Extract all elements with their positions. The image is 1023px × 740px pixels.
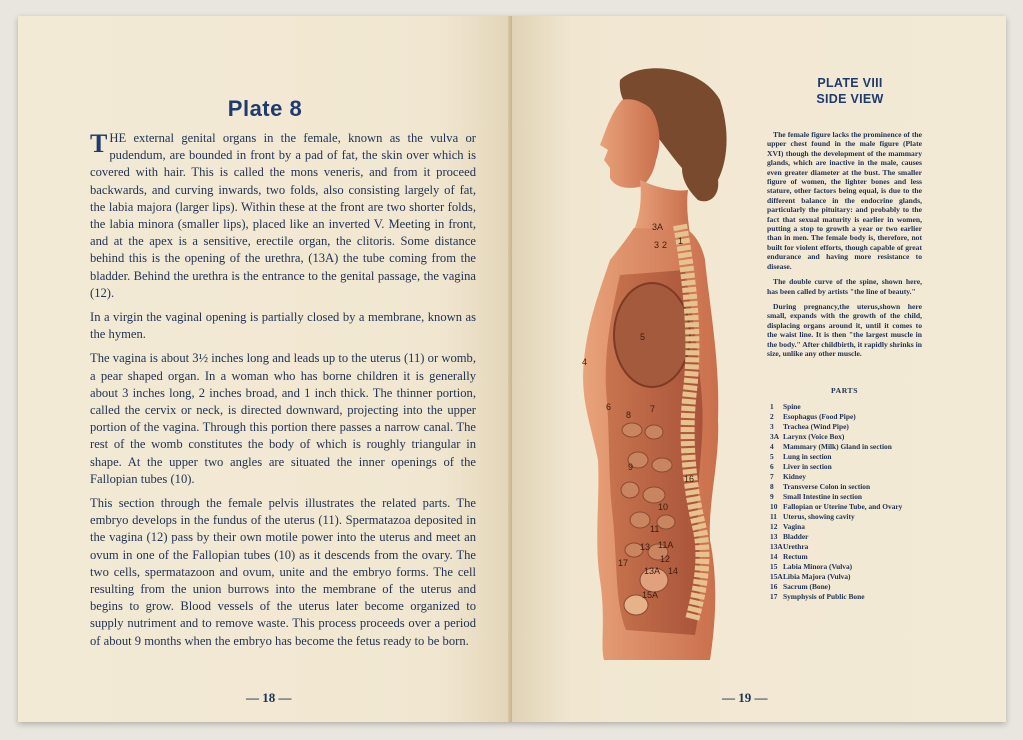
part-label: Small Intestine in section (783, 492, 863, 501)
part-label: Vagina (783, 522, 805, 531)
open-book (18, 16, 1006, 722)
figure-label: 13A (644, 566, 661, 576)
part-number: 15A (770, 572, 783, 581)
side-title-line-1: PLATE VIII (817, 76, 883, 90)
figure-label: 4 (582, 357, 588, 367)
side-view-text (767, 130, 922, 364)
part-number: 8 (770, 482, 774, 491)
part-number: 16 (770, 582, 778, 591)
parts-list-item (770, 542, 930, 552)
figure-label: 7 (650, 404, 656, 414)
paragraph-1 (90, 130, 476, 302)
part-number: 3A (770, 432, 780, 441)
part-label: Mammary (Milk) Gland in section (783, 442, 892, 451)
part-number: 9 (770, 492, 774, 501)
part-label: Bladder (783, 532, 809, 541)
part-number: 15 (770, 562, 778, 571)
part-number: 14 (770, 552, 778, 561)
side-paragraph-1: The female figure lacks the prominence of the upper chest found in the male figure (Plate XVI) though the development of the mammary glands, which are inactive in the male, causes even greater diameter at the bust. The smaller figure of women, the lighter bones and less stature, other factors being equal, is due to the different balance in the endocrine glands, particularly the pituitary: and probably to the fact that sexual maturity is earlier in women, putting a stop to growth a year or two earlier than in men. The female body is, therefore, not built for violent efforts, though capable of great endurance and having more resistance to disease. (767, 130, 922, 271)
page-number-left: — 18 — (246, 690, 292, 705)
part-label: Liver in section (783, 462, 832, 471)
parts-list-item (770, 482, 930, 492)
side-paragraph-3: During pregnancy,the uterus,shown here small, expands with the growth of the child, displacing organs around it, until it comes to the waist line. It is then "the largest muscle in the body." After childbirth, it rapidly shrinks in size, unlike any other muscle. (767, 301, 922, 358)
part-label: Lung in section (783, 452, 832, 461)
paragraph-2: In a virgin the vaginal opening is partially closed by a membrane, known as the hymen. (90, 310, 476, 342)
part-number: 11 (770, 512, 777, 521)
part-number: 10 (770, 502, 778, 511)
paragraph-3: The vagina is about 3½ inches long and leads up to the uterus (11) or womb, a pear shaped organ. In a woman who has borne children it is generally about 3 inches long, 2 inches broad, and 1 inch thick. The thinner portion, called the cervix or neck, is directed downward, projecting into the upper portion of the vagina. Through this portion there passes a narrow canal. The rest of the womb constitutes the body of which is roughly triangular in shape. At the upper two angles are situated the inner openings of the Fallopian tubes (10). (90, 351, 476, 486)
part-label: Kidney (783, 472, 806, 481)
figure-label: 12 (660, 554, 671, 564)
parts-list-item (770, 492, 930, 502)
parts-list-item (770, 402, 930, 412)
parts-list-item (770, 582, 930, 592)
page-title: Plate 8 (227, 96, 303, 121)
parts-list-item (770, 592, 930, 602)
part-number: 3 (770, 422, 774, 431)
part-number: 4 (770, 442, 774, 451)
parts-list-item (770, 522, 930, 532)
page-number-right: — 19 — (722, 690, 768, 705)
part-label: Trachea (Wind Pipe) (783, 422, 849, 431)
figure-label: 1 (678, 236, 684, 246)
part-label: Larynx (Voice Box) (783, 432, 845, 441)
parts-list-item (770, 412, 930, 422)
part-label: Rectum (783, 552, 808, 561)
parts-list-item (770, 512, 930, 522)
parts-list-item (770, 562, 930, 572)
figure-label: 9 (628, 462, 634, 472)
part-number: 13A (770, 542, 783, 551)
parts-list-item (770, 452, 930, 462)
figure-label: 17 (618, 558, 629, 568)
face (600, 99, 659, 188)
part-label: Urethra (783, 542, 809, 551)
part-label: Fallopian or Uterine Tube, and Ovary (783, 502, 903, 511)
part-label: Uterus, showing cavity (783, 512, 855, 521)
left-page (18, 16, 512, 722)
figure-label: 15A (642, 590, 659, 600)
parts-list-item (770, 472, 930, 482)
figure-label: 16 (684, 474, 695, 484)
part-label: Symphysis of Public Bone (783, 592, 865, 601)
part-label: Labia Minora (Vulva) (783, 562, 853, 571)
parts-list-item (770, 502, 930, 512)
parts-list-item (770, 572, 930, 582)
figure-label: 6 (606, 402, 612, 412)
paragraph-4: This section through the female pelvis illustrates the related parts. The embryo develops in the fundus of the uterus (11). Spermatazoa deposited in the vagina (12) pass by their own motile power into the uterus and meet an ovum in one of the Fallopian tubes (10) as it descends from the ovary. The two cells, spermatazoon and ovum, unite and the embryo forms. The cell resulting from the union burrows into the membrane of the uterus and begins to grow. Blood vessels of the uterus later become organized to supply nutriment and to remove waste. This process proceeds over a period of about 9 months when the embryo has become the fetus ready to be born. (90, 496, 476, 648)
figure-label: 11 (650, 524, 660, 534)
figure-label: 11A (658, 540, 674, 550)
part-number: 17 (770, 592, 778, 601)
part-number: 2 (770, 412, 774, 421)
parts-list-item (770, 462, 930, 472)
parts-list-item (770, 552, 930, 562)
part-number: 6 (770, 462, 774, 471)
parts-list-item (770, 432, 930, 442)
part-number: 12 (770, 522, 778, 531)
figure-label: 3 (654, 240, 660, 250)
parts-list-item (770, 442, 930, 452)
parts-list-item (770, 532, 930, 542)
part-label: Spine (783, 402, 801, 411)
side-title-line-2: SIDE VIEW (816, 92, 884, 106)
figure-label: 2 (662, 240, 668, 250)
side-paragraph-2: The double curve of the spine, shown here, has been called by artists "the line of beauty." (767, 277, 922, 296)
figure-label: 14 (668, 566, 679, 576)
body-text (90, 130, 476, 657)
part-number: 5 (770, 452, 774, 461)
figure-label: 13 (640, 542, 651, 552)
part-label: Sacrum (Bone) (783, 582, 831, 591)
figure-label: 8 (626, 410, 632, 420)
part-label: Esophagus (Food Pipe) (783, 412, 856, 421)
side-view-title (760, 75, 940, 107)
parts-list (770, 402, 930, 602)
part-label: Transverse Colon in section (783, 482, 871, 491)
figure-label: 5 (640, 332, 646, 342)
part-number: 13 (770, 532, 778, 541)
parts-list-item (770, 422, 930, 432)
part-number: 7 (770, 472, 774, 481)
part-number: 1 (770, 402, 774, 411)
anatomical-figure-illustration (570, 60, 740, 670)
parts-heading: PARTS (830, 386, 859, 395)
drop-cap: T (90, 129, 108, 158)
part-label: Libia Majora (Vulva) (783, 572, 851, 581)
lung (614, 283, 690, 387)
figure-label: 10 (658, 502, 669, 512)
paragraph-1-text: HE external genital organs in the female, known as the vulva or pudendum, are bounded in front by a pad of fat, the skin over which is covered with hair. This is called the mons veneris, and from it proceed backwards, and curving inwards, two folds, also consisting largely of fat, the labia majora (larger lips). Within these at the front are two shorter folds, the labia minora (smaller lips), placed like an inverted V. Meeting in front, and at the apex is a sensitive, erectile organ, the clitoris. Some distance behind this is the opening of the urethra, (13A) the tube coming from the bladder. Behind the urethra is the entrance to the genital passage, the vagina (12). (90, 131, 476, 300)
figure-label: 3A (652, 222, 664, 232)
